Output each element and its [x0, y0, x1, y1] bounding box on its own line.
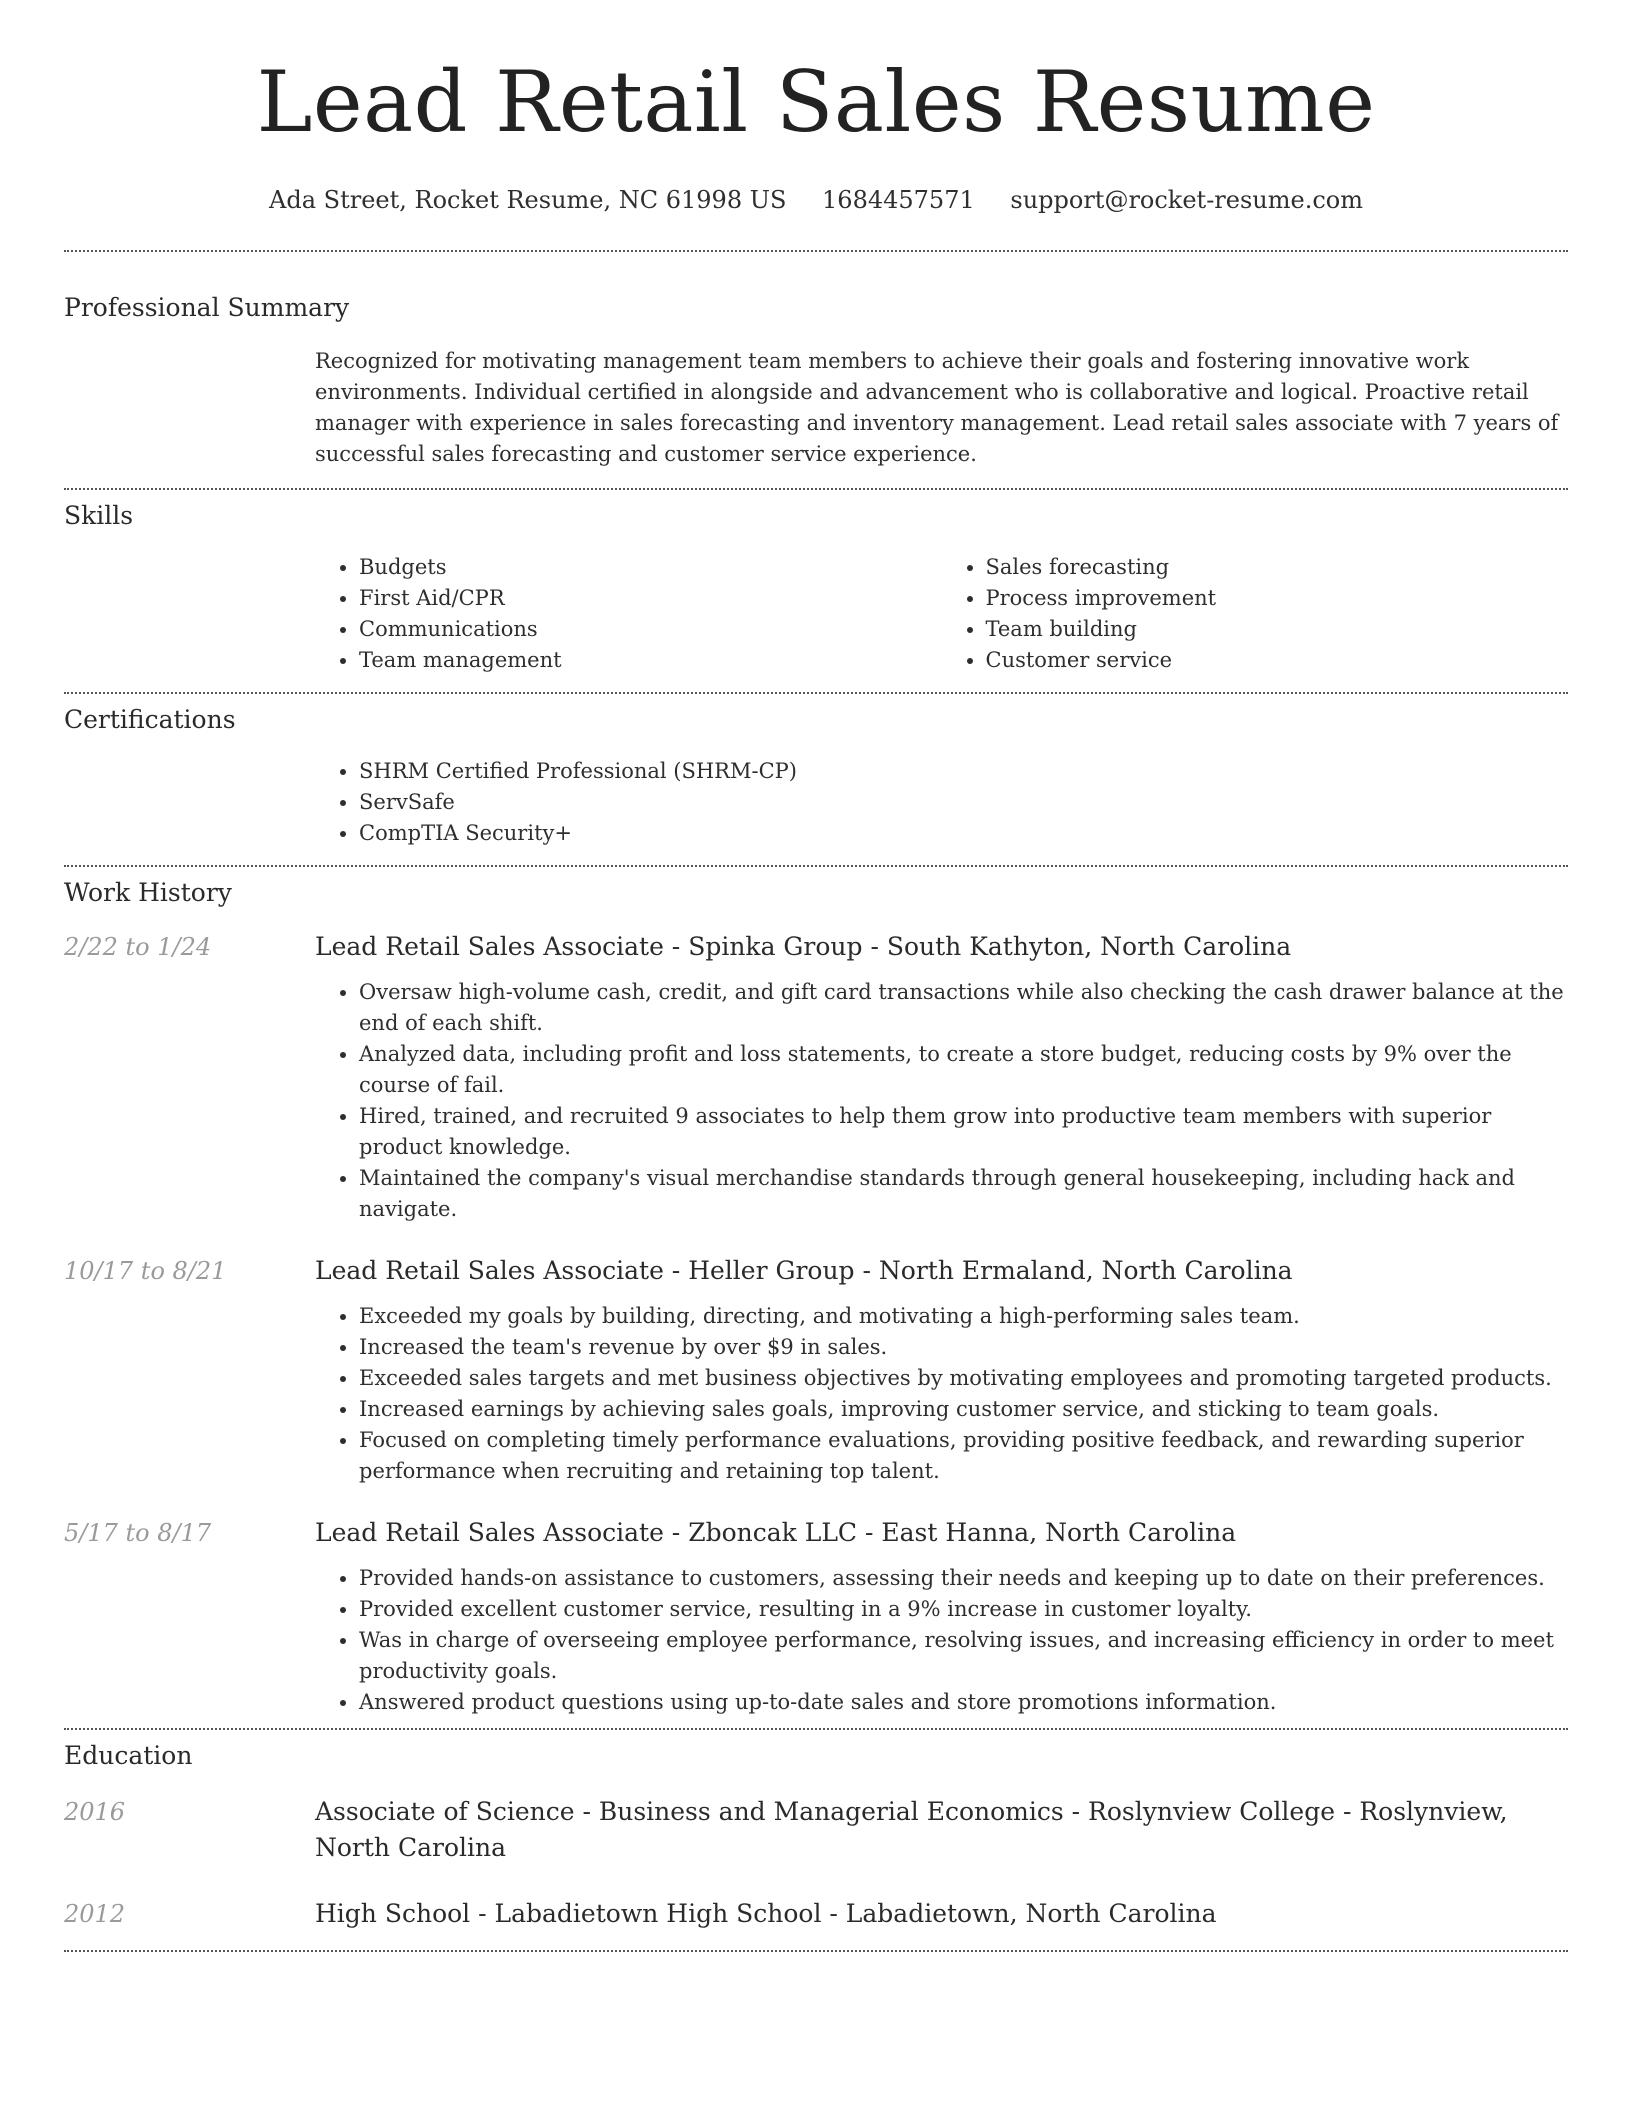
- job-dates: 2/22 to 1/24: [64, 933, 212, 961]
- skill-item: • Sales forecasting: [986, 552, 1569, 583]
- skill-item: • First Aid/CPR: [359, 583, 942, 614]
- section-heading: Education: [64, 1741, 193, 1770]
- education-entry: [64, 1794, 1568, 1866]
- education-year: 2016: [64, 1798, 126, 1826]
- education-title: High School - Labadietown High School - Labadietown, North Carolina: [315, 1899, 1217, 1928]
- job-bullet: • Analyzed data, including profit and loss statements, to create a store budget, reducing costs by 9% over the course of fail.: [359, 1039, 1568, 1101]
- job-dates: 10/17 to 8/21: [64, 1257, 227, 1285]
- certification-item: • CompTIA Security+: [359, 818, 1568, 849]
- skill-item: • Budgets: [359, 552, 942, 583]
- section-heading: Certifications: [64, 705, 236, 734]
- skills-column-right: [942, 552, 1569, 676]
- job-bullet: • Exceeded sales targets and met business objectives by motivating employees and promoting targeted products.: [359, 1363, 1568, 1394]
- skills-list: [315, 552, 1568, 692]
- education-section: [64, 1730, 1568, 1950]
- skills-section: [64, 490, 1568, 692]
- job-bullet: • Focused on completing timely performance evaluations, providing positive feedback, and rewarding superior performance when recruiting and retaining top talent.: [359, 1425, 1568, 1487]
- divider: [64, 1950, 1568, 1952]
- summary-section: [64, 252, 1568, 488]
- job-bullet: • Hired, trained, and recruited 9 associates to help them grow into productive team members with superior product knowledge.: [359, 1101, 1568, 1163]
- job-title: Lead Retail Sales Associate - Spinka Group - South Kathyton, North Carolina: [315, 932, 1292, 961]
- section-heading: Skills: [64, 501, 134, 530]
- job-title: Lead Retail Sales Associate - Zboncak LLC - East Hanna, North Carolina: [315, 1518, 1237, 1547]
- job-dates: 5/17 to 8/17: [64, 1519, 212, 1547]
- job-bullet: • Answered product questions using up-to-date sales and store promotions information.: [359, 1687, 1568, 1718]
- job-bullet: • Provided hands-on assistance to customers, assessing their needs and keeping up to date on their preferences.: [359, 1563, 1568, 1594]
- certification-item: • SHRM Certified Professional (SHRM-CP): [359, 756, 1568, 787]
- certifications-section: [64, 694, 1568, 865]
- education-title: Associate of Science - Business and Managerial Economics - Roslynview College - Roslynview, North Carolina: [315, 1797, 1508, 1862]
- contact-info: [64, 184, 1568, 216]
- section-heading: Work History: [64, 878, 232, 907]
- job-entry: [64, 929, 1568, 1225]
- skill-item: • Customer service: [986, 645, 1569, 676]
- section-heading: Professional Summary: [64, 293, 350, 322]
- skill-item: • Team management: [359, 645, 942, 676]
- job-bullet: • Provided excellent customer service, resulting in a 9% increase in customer loyalty.: [359, 1594, 1568, 1625]
- email: support@rocket-resume.com: [1010, 186, 1363, 214]
- job-entry: [64, 1515, 1568, 1728]
- work-history-section: [64, 867, 1568, 1728]
- education-year: 2012: [64, 1900, 126, 1928]
- job-title: Lead Retail Sales Associate - Heller Group - North Ermaland, North Carolina: [315, 1256, 1293, 1285]
- phone: 1684457571: [822, 186, 975, 214]
- job-bullet: • Increased earnings by achieving sales goals, improving customer service, and sticking to team goals.: [359, 1394, 1568, 1425]
- certification-item: • ServSafe: [359, 787, 1568, 818]
- skills-column-left: [315, 552, 942, 676]
- skill-item: • Process improvement: [986, 583, 1569, 614]
- certifications-list: [315, 756, 1568, 865]
- page-title: Lead Retail Sales Resume: [256, 53, 1376, 151]
- job-entry: [64, 1253, 1568, 1487]
- job-bullet: • Was in charge of overseeing employee performance, resolving issues, and increasing efficiency in order to meet productivity goals.: [359, 1625, 1568, 1687]
- education-entry: [64, 1896, 1568, 1950]
- skill-item: • Team building: [986, 614, 1569, 645]
- summary-text: Recognized for motivating management team members to achieve their goals and fostering innovative work environments. Individual certified in alongside and advancement who is collaborative and logical. Proactive retail manager with experience in sales forecasting and inventory management. Lead retail sales associate with 7 years of successful sales forecasting and customer service experience.: [315, 349, 1559, 466]
- job-bullet: • Increased the team's revenue by over $9 in sales.: [359, 1332, 1568, 1363]
- job-bullet: • Oversaw high-volume cash, credit, and gift card transactions while also checking the cash drawer balance at the end of each shift.: [359, 977, 1568, 1039]
- skill-item: • Communications: [359, 614, 942, 645]
- job-bullet: • Maintained the company's visual merchandise standards through general housekeeping, including hack and navigate.: [359, 1163, 1568, 1225]
- address: Ada Street, Rocket Resume, NC 61998 US: [269, 186, 787, 214]
- job-bullet: • Exceeded my goals by building, directing, and motivating a high-performing sales team.: [359, 1301, 1568, 1332]
